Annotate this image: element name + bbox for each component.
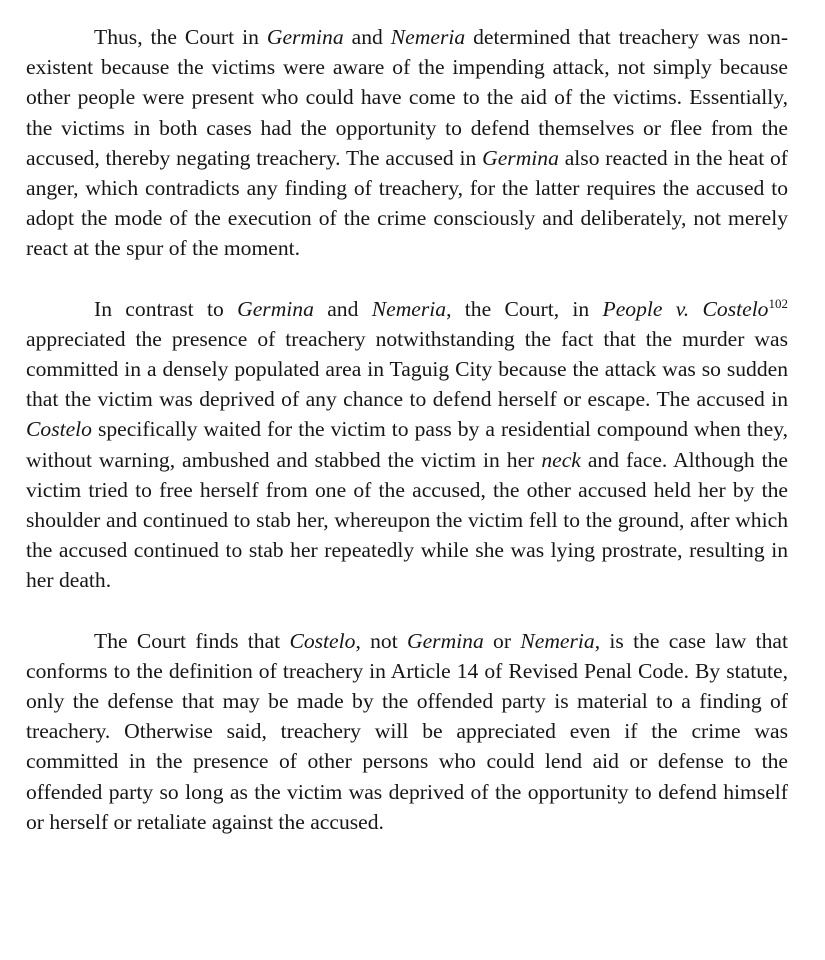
emphasis-neck: neck (541, 447, 581, 472)
case-name-people-v-costelo: People v. Costelo (602, 296, 769, 321)
text-run: and (313, 296, 372, 321)
case-name-costelo: Costelo (289, 628, 356, 653)
document-page (26, 22, 788, 837)
case-name-germina: Germina (482, 145, 559, 170)
text-run: or (483, 628, 521, 653)
text-run: also reacted in the heat of anger, which contradicts any finding of treachery, for the latter requires the accused to adopt the mode of the execution of the crime consciously and deliberately, not merely react at the spur of the moment. (26, 145, 788, 261)
case-name-germina: Germina (407, 628, 484, 653)
paragraph-costelo (26, 294, 788, 596)
case-name-germina: Germina (237, 296, 314, 321)
case-name-nemeria: Nemeria (520, 628, 595, 653)
text-run: and (343, 25, 391, 49)
case-name-nemeria: Nemeria (390, 25, 466, 49)
text-run: specifically waited for the victim to pass by a residential compound when they, without warning, ambushed and stabbed the victim in her (26, 417, 788, 472)
paragraph-court-finding (26, 626, 788, 837)
text-run: , the Court, in (446, 296, 603, 321)
paragraph-germina-nemeria (26, 22, 788, 264)
case-name-germina: Germina (266, 25, 344, 49)
text-run: Thus, the Court in (94, 25, 267, 49)
text-run: appreciated the presence of treachery notwithstanding the fact that the murder was committed in a densely populated area in Taguig City because the attack was so sudden that the victim was deprived of any chance to defend herself or escape. The accused in (26, 326, 788, 412)
text-run: , not (355, 628, 407, 653)
text-run: In contrast to (94, 296, 238, 321)
text-run: , is the case law that conforms to the definition of treachery in Article 14 of Revised Penal Code. By statute, only the defense that may be made by the offended party is material to a finding of treachery. Otherwise said, treachery will be appreciated even if the crime was committed in the presence of other persons who could lend aid or defense to the offended party so long as the victim was deprived of the opportunity to defend himself or herself or retaliate against the accused. (26, 628, 788, 834)
text-run: determined that treachery was non-existent because the victims were aware of the impending attack, not simply because other people were present who could have come to the aid of the victims. Essentially, the victims in both cases had the opportunity to defend themselves or flee from the accused, thereby negating treachery. The accused in (26, 25, 789, 170)
case-name-costelo: Costelo (26, 417, 92, 442)
text-run: The Court finds that (94, 628, 290, 653)
footnote-reference: 102 (768, 295, 788, 311)
case-name-nemeria: Nemeria (371, 296, 447, 321)
text-run: and face. Although the victim tried to free herself from one of the accused, the other accused held her by the shoulder and continued to stab her, whereupon the victim fell to the ground, after which the accused continued to stab her repeatedly while she was lying prostrate, resulting in her death. (26, 447, 788, 593)
